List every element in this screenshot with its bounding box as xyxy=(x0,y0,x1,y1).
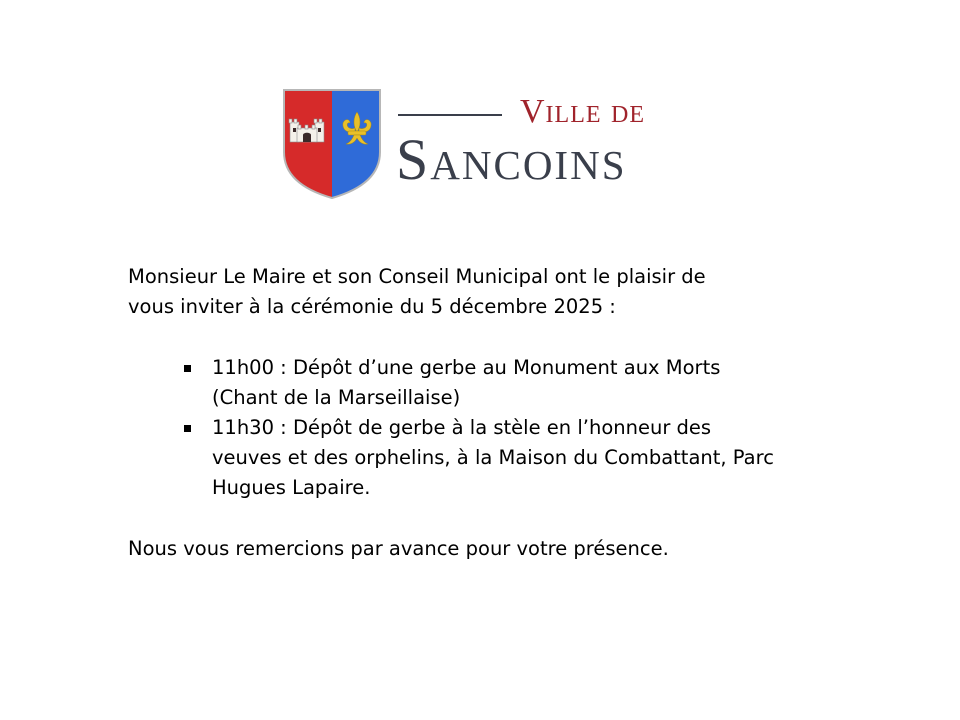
square-bullet-icon xyxy=(184,365,191,372)
event-line: 11h00 : Dépôt d’une gerbe au Monument aux Morts xyxy=(212,356,721,379)
town-logo xyxy=(282,86,682,201)
invitation-closing: Nous vous remercions par avance pour votre présence. xyxy=(128,537,669,560)
event-line: (Chant de la Marseillaise) xyxy=(212,386,461,409)
logo-town-name: Sancoins xyxy=(396,127,627,192)
invitation-intro xyxy=(128,262,868,322)
coat-of-arms-icon xyxy=(282,88,382,200)
town-wordmark xyxy=(398,86,682,198)
intro-line: vous inviter à la cérémonie du 5 décembre 2025 : xyxy=(128,295,616,318)
event-item xyxy=(212,413,868,503)
event-line: Hugues Lapaire. xyxy=(212,476,371,499)
square-bullet-icon xyxy=(184,425,191,432)
logo-ville-label: Ville de xyxy=(520,93,646,130)
event-line: veuves et des orphelins, à la Maison du Combattant, Parc xyxy=(212,446,774,469)
event-item xyxy=(212,353,868,413)
invitation-body xyxy=(128,262,868,564)
intro-line: Monsieur Le Maire et son Conseil Municipal ont le plaisir de xyxy=(128,265,706,288)
event-line: 11h30 : Dépôt de gerbe à la stèle en l’honneur des xyxy=(212,416,712,439)
event-list xyxy=(128,353,868,503)
logo-divider xyxy=(398,114,502,116)
